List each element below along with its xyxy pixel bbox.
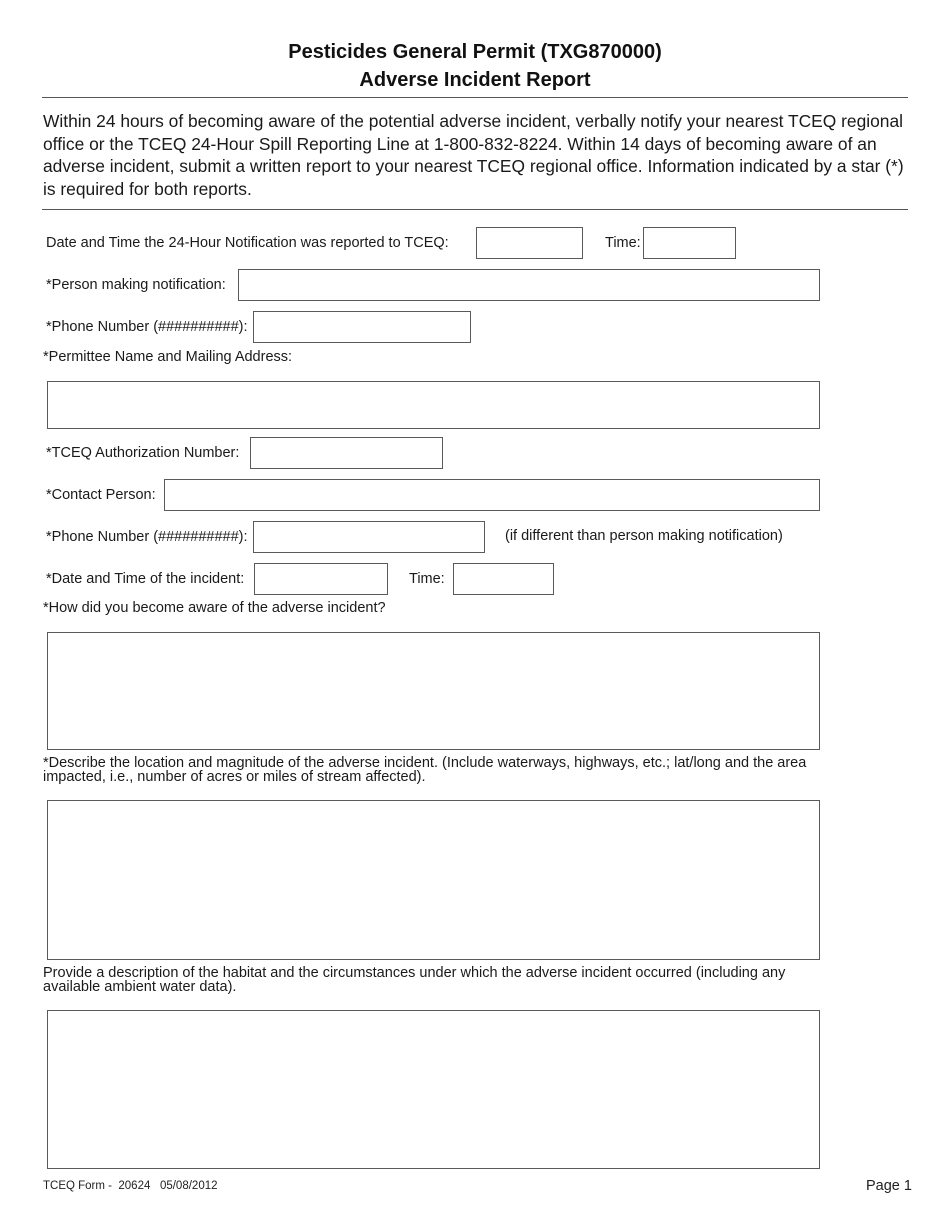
top-divider <box>42 97 908 98</box>
notification-time-label: Time: <box>605 235 641 251</box>
form-subtitle: Adverse Incident Report <box>359 69 591 91</box>
auth-number-label: *TCEQ Authorization Number: <box>46 445 240 461</box>
phone-field[interactable] <box>253 311 471 343</box>
page-number: Page 1 <box>866 1178 912 1194</box>
auth-number-field[interactable] <box>250 437 443 469</box>
aware-textarea[interactable] <box>47 632 820 750</box>
incident-date-field[interactable] <box>254 563 388 595</box>
intro-divider <box>42 209 908 210</box>
phone-label: *Phone Number (##########): <box>46 319 248 335</box>
permittee-field[interactable] <box>47 381 820 429</box>
contact-person-field[interactable] <box>164 479 820 511</box>
contact-person-label: *Contact Person: <box>46 487 156 503</box>
form-id: TCEQ Form - 20624 05/08/2012 <box>43 1180 218 1192</box>
contact-phone-field[interactable] <box>253 521 485 553</box>
aware-label: *How did you become aware of the adverse incident? <box>43 600 386 616</box>
contact-phone-label: *Phone Number (##########): <box>46 529 248 545</box>
person-label: *Person making notification: <box>46 277 226 293</box>
notification-date-field[interactable] <box>476 227 583 259</box>
permittee-label: *Permittee Name and Mailing Address: <box>43 349 293 365</box>
contact-phone-note: (if different than person making notification) <box>505 528 783 544</box>
incident-time-label: Time: <box>409 571 445 587</box>
location-label: *Describe the location and magnitude of the adverse incident. (Include waterways, highways, etc.; lat/long and the area impacted, i.e., number of acres or miles of stream affected). <box>43 755 807 785</box>
form-title: Pesticides General Permit (TXG870000) <box>288 41 662 63</box>
instructions-paragraph: Within 24 hours of becoming aware of the potential adverse incident, verbally notify your nearest TCEQ regional office or the TCEQ 24-Hour Spill Reporting Line at 1-800-832-8224. Within 14 days of becoming aware of an adverse incident, submit a written report to your nearest TCEQ regional office. Information indicated by a star (*) is required for both reports. <box>43 111 904 199</box>
person-field[interactable] <box>238 269 820 301</box>
notification-time-field[interactable] <box>643 227 736 259</box>
incident-time-field[interactable] <box>453 563 554 595</box>
location-textarea[interactable] <box>47 800 820 960</box>
notification-date-label: Date and Time the 24-Hour Notification was reported to TCEQ: <box>46 235 449 251</box>
habitat-textarea[interactable] <box>47 1010 820 1169</box>
habitat-label: Provide a description of the habitat and the circumstances under which the adverse incident occurred (including any available ambient water data). <box>43 965 786 995</box>
incident-date-label: *Date and Time of the incident: <box>46 571 245 587</box>
